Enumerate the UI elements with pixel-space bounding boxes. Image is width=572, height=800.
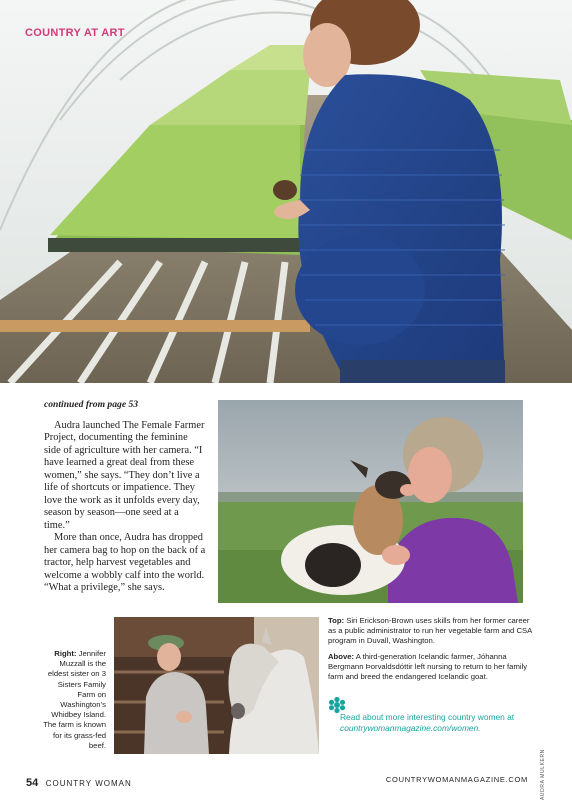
caption-top	[328, 616, 533, 647]
caption-above-label: Above:	[328, 651, 355, 661]
photo-captions	[328, 616, 533, 687]
greenhouse-photo-illustration	[0, 0, 572, 383]
caption-above	[328, 652, 533, 683]
magazine-name: COUNTRY WOMAN	[45, 779, 132, 788]
section-tag: COUNTRY AT ART	[25, 27, 125, 39]
page-folio	[26, 773, 132, 791]
promo-block	[328, 696, 538, 736]
goat-photo	[218, 400, 523, 603]
caption-right	[39, 649, 106, 751]
caption-top-text: Siri Erickson-Brown uses skills from her former career as a public administrator to run her vegetable farm and CSA program in Duvall, Washington.	[328, 616, 532, 646]
caption-top-label: Top:	[328, 616, 345, 625]
horse-photo-illustration	[114, 617, 319, 754]
greenhouse-photo	[0, 0, 572, 383]
caption-above-text: A third-generation Icelandic farmer, Jóhanna Bergmann Þorvaldsdóttir left nursing to return to her family farm and breed the endangered Icelandic goat.	[328, 651, 528, 682]
continued-note: continued from page 53	[44, 399, 139, 410]
promo-link[interactable]: countrywomanmagazine.com/women.	[340, 722, 481, 733]
caption-right-label: Right:	[54, 649, 77, 658]
magazine-website[interactable]: COUNTRYWOMANMAGAZINE.COM	[385, 775, 528, 784]
caption-right-text: Jennifer Muzzall is the eldest sister on 3 Sisters Family Farm on Washington’s Whidbey Island. The farm is known for its grass-fed beef.	[43, 649, 106, 750]
article-paragraph: Audra launched The Female Farmer Project, documenting the feminine side of agriculture with her camera. “I have learned a great deal from these women,” she says. “They don’t live a life of shortcuts or impatience. They love the work as it unfolds every day, season by season—one seed at a time.”	[44, 419, 205, 531]
article-paragraph: More than once, Audra has dropped her camera bag to hop on the back of a tractor, help harvest vegetables and welcome a wobbly calf into the world. “What a privilege,” she says.	[44, 532, 206, 593]
photo-credit: AUDRA MULKERN	[540, 749, 546, 800]
promo-sentence: Read about more interesting country women at	[340, 712, 515, 722]
horse-photo	[114, 617, 319, 754]
page-number: 54	[26, 777, 39, 789]
goat-photo-illustration	[218, 400, 523, 603]
promo-text	[340, 712, 540, 733]
article-column	[44, 399, 206, 595]
